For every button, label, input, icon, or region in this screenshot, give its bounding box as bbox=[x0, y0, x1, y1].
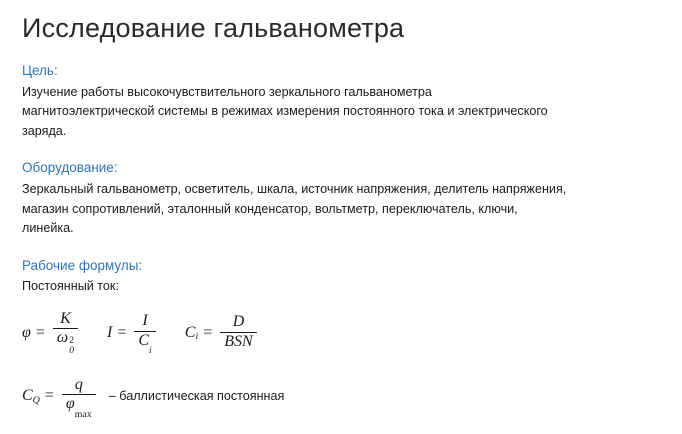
formula-phi-den-sup: 2 bbox=[69, 335, 74, 347]
section-purpose bbox=[0, 62, 682, 141]
formula-current bbox=[106, 311, 159, 356]
formula-cq-equals: = bbox=[44, 387, 54, 405]
formula-current-fraction bbox=[134, 311, 155, 356]
page-title: Исследование гальванометра bbox=[22, 13, 405, 43]
formula-phi-den-sub: 0 bbox=[69, 345, 74, 357]
formula-phi-fraction bbox=[53, 311, 78, 355]
formula-phi-numerator: K bbox=[60, 309, 71, 327]
formula-cq-den-base: φ bbox=[65, 395, 75, 413]
formula-cq-numerator: q bbox=[74, 375, 83, 393]
section-text-formulas bbox=[22, 277, 567, 297]
formula-current-denominator bbox=[134, 331, 155, 356]
formula-cq-den-sub: max bbox=[74, 408, 92, 420]
formula-current-equals: = bbox=[117, 323, 127, 341]
formula-ci-fraction bbox=[220, 314, 256, 351]
formula-cq-sub: Q bbox=[32, 394, 40, 406]
formula-current-den-base: C bbox=[138, 331, 150, 349]
purpose-paragraph: Изучение работы высокочувствительного зеркального гальванометра магнитоэлектрической системы в режимах измерения постоянного тока и электрического заряда. bbox=[22, 84, 548, 138]
formula-cq-denominator bbox=[62, 394, 96, 420]
formula-ci-denominator: BSN bbox=[220, 332, 256, 351]
formula-current-den-sub: i bbox=[149, 344, 152, 356]
formula-ci-symbol: C bbox=[184, 323, 196, 341]
formula-ci-numerator: D bbox=[232, 313, 245, 331]
section-text-purpose bbox=[22, 83, 567, 142]
formula-ci-sub: i bbox=[195, 331, 199, 343]
formula-current-numerator: I bbox=[142, 311, 148, 329]
formula-phi-symbol: φ bbox=[22, 323, 31, 341]
formula-phi-denominator bbox=[53, 328, 78, 357]
formula-phi-den-subsup bbox=[69, 336, 74, 355]
formula-phi bbox=[22, 311, 81, 355]
formulas-intro: Постоянный ток: bbox=[22, 279, 119, 294]
section-heading-equipment: Оборудование: bbox=[22, 160, 118, 176]
formula-ci bbox=[185, 314, 260, 351]
formula-cq bbox=[22, 375, 99, 420]
formula-cq-symbol: C bbox=[22, 387, 33, 405]
formula-row-dc bbox=[22, 311, 682, 355]
section-formulas bbox=[0, 257, 682, 420]
section-heading-purpose: Цель: bbox=[22, 63, 58, 79]
formula-phi-equals: = bbox=[35, 323, 45, 341]
document-page bbox=[0, 12, 682, 434]
formula-row-ballistic bbox=[22, 375, 682, 420]
formula-phi-den-base: ω bbox=[56, 329, 69, 347]
formula-ci-equals: = bbox=[203, 323, 213, 341]
formula-cq-note: – баллистическая постоянная bbox=[108, 389, 285, 404]
section-equipment bbox=[0, 159, 682, 238]
formula-cq-fraction bbox=[62, 375, 96, 420]
formula-current-symbol: I bbox=[106, 323, 113, 341]
section-text-equipment bbox=[22, 180, 567, 239]
section-heading-formulas: Рабочие формулы: bbox=[22, 257, 143, 273]
equipment-paragraph: Зеркальный гальванометр, осветитель, шкала, источник напряжения, делитель напряжения, магазин сопротивлений, эталонный конденсатор, вольтметр, переключатель, ключи, линейка. bbox=[22, 182, 567, 236]
